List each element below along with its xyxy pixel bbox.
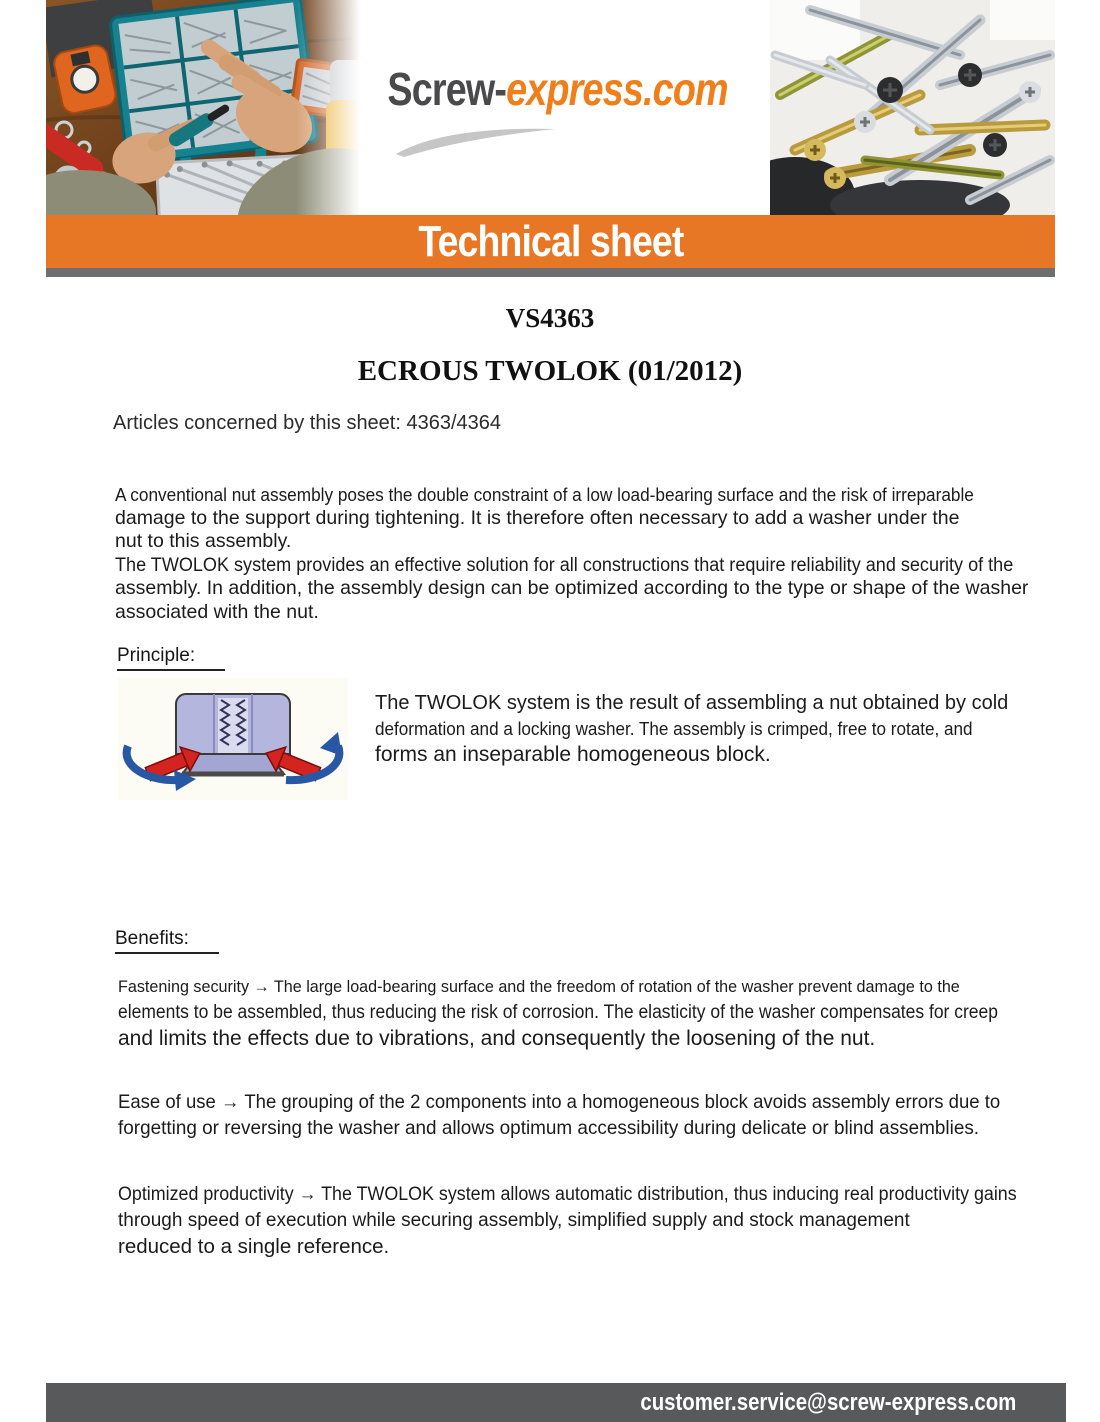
benefit-fastening-security [118, 974, 1074, 1052]
tape-measure [52, 43, 118, 115]
logo-text [387, 62, 727, 116]
logo-swoosh [390, 122, 560, 158]
principle-heading-label: Principle: [117, 645, 225, 671]
articles-line: Articles concerned by this sheet: 4363/4364 [113, 412, 502, 434]
principle-line: forms an inseparable homogeneous block. [375, 743, 771, 766]
nut-body [176, 694, 290, 754]
banner-title: Technical sheet [417, 216, 684, 266]
benefit-line: reduced to a single reference. [118, 1235, 390, 1258]
benefit-line: and limits the effects due to vibrations, and consequently the loosening of the nut. [118, 1027, 876, 1050]
twolok-principle-diagram [118, 678, 348, 800]
workbench-photo-art [46, 0, 360, 215]
intro-line: damage to the support during tightening. It is therefore often necessary to add a washer under the [115, 506, 960, 529]
principle-paragraph [375, 690, 1008, 768]
logo-text-screw: Screw- [387, 63, 507, 115]
twolok-diagram-art [118, 678, 348, 800]
benefits-heading [115, 928, 219, 950]
banner-divider [46, 268, 1055, 277]
benefit-optimized-productivity [118, 1182, 1074, 1260]
intro-line: assembly. In addition, the assembly design can be optimized according to the type or shape of the washer [115, 577, 1029, 599]
intro-line: A conventional nut assembly poses the double constraint of a low load-bearing surface and the risk of irreparable [115, 484, 974, 505]
benefit-line: Fastening security → The large load-bearing surface and the freedom of rotation of the washer prevent damage to the [118, 977, 960, 996]
benefit-line: Optimized productivity → The TWOLOK system allows automatic distribution, thus inducing real productivity gains [118, 1184, 1017, 1205]
benefit-ease-of-use [118, 1089, 1047, 1141]
benefit-line: elements to be assembled, thus reducing the risk of corrosion. The elasticity of the washer compensates for creep [118, 1002, 998, 1023]
benefit-line: forgetting or reversing the washer and allows optimum accessibility during delicate or blind assemblies. [118, 1117, 980, 1139]
technical-sheet-banner [46, 215, 1055, 268]
benefit-line: Ease of use → The grouping of the 2 components into a homogeneous block avoids assembly errors due to [118, 1091, 1001, 1113]
screws-photo [770, 0, 1055, 215]
screws-photo-art [770, 0, 1055, 215]
benefit-line: through speed of execution while securing assembly, simplified supply and stock management [118, 1210, 910, 1231]
principle-heading [117, 645, 225, 667]
document-code: VS4363 [505, 303, 595, 333]
intro-line: associated with the nut. [115, 600, 319, 623]
principle-line: The TWOLOK system is the result of assembling a nut obtained by cold [375, 692, 1009, 714]
principle-line: deformation and a locking washer. The assembly is crimped, free to rotate, and [375, 719, 973, 739]
intro-line: The TWOLOK system provides an effective solution for all constructions that require reliability and security of the [115, 554, 1014, 576]
footer-bar [46, 1383, 1066, 1422]
document-title: ECROUS TWOLOK (01/2012) [357, 355, 743, 387]
logo-text-express: express.com [506, 63, 728, 115]
footer-email[interactable]: customer.service@screw-express.com [640, 1388, 1016, 1416]
intro-paragraph [115, 483, 1061, 624]
intro-line: nut to this assembly. [115, 530, 292, 552]
benefits-heading-label: Benefits: [115, 928, 219, 954]
workbench-photo [46, 0, 360, 215]
